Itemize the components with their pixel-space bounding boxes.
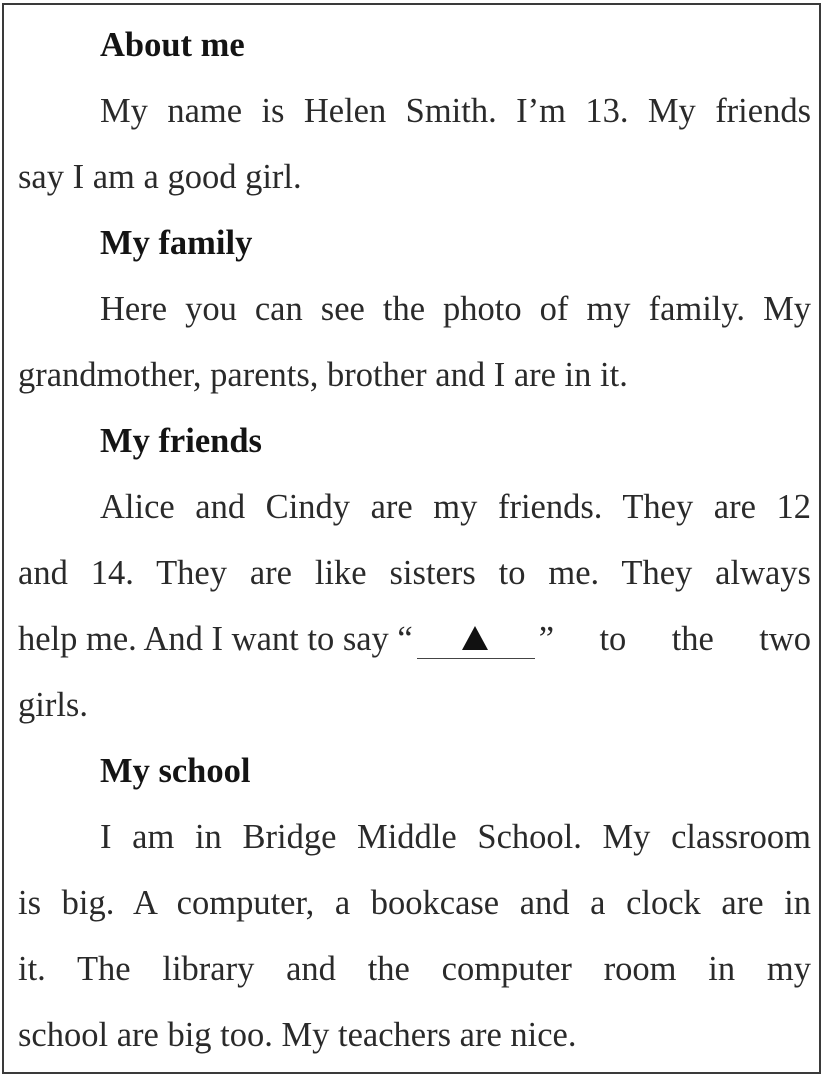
friends-text-before-blank: help me. And I want to say “ [18,620,413,658]
answer-blank [417,619,535,659]
friends-text-line-4: girls. [18,686,88,724]
heading-my-friends: My friends [100,422,262,460]
school-text-line-3: it. The library and the computer room in my [18,950,811,988]
about-text-line-2: say I am a good girl. [18,158,302,196]
heading-my-family: My family [100,224,253,262]
friends-text-line-1: Alice and Cindy are my friends. They are 12 [100,488,811,526]
heading-my-school: My school [100,752,251,790]
friends-text-after-blank: ” to the two [538,620,811,658]
school-text-line-2: is big. A computer, a bookcase and a clock are in [18,884,811,922]
school-text-line-4: school are big too. My teachers are nice. [18,1016,577,1054]
heading-about-me: About me [100,26,245,64]
triangle-up-icon [462,626,488,650]
family-text-line-1: Here you can see the photo of my family. My [100,290,811,328]
family-text-line-2: grandmother, parents, brother and I are in it. [18,356,628,394]
about-text-line-1: My name is Helen Smith. I’m 13. My friends [100,92,811,130]
friends-text-line-3 [18,619,811,659]
school-text-line-1: I am in Bridge Middle School. My classroom [100,818,811,856]
friends-text-line-2: and 14. They are like sisters to me. They always [18,554,811,592]
